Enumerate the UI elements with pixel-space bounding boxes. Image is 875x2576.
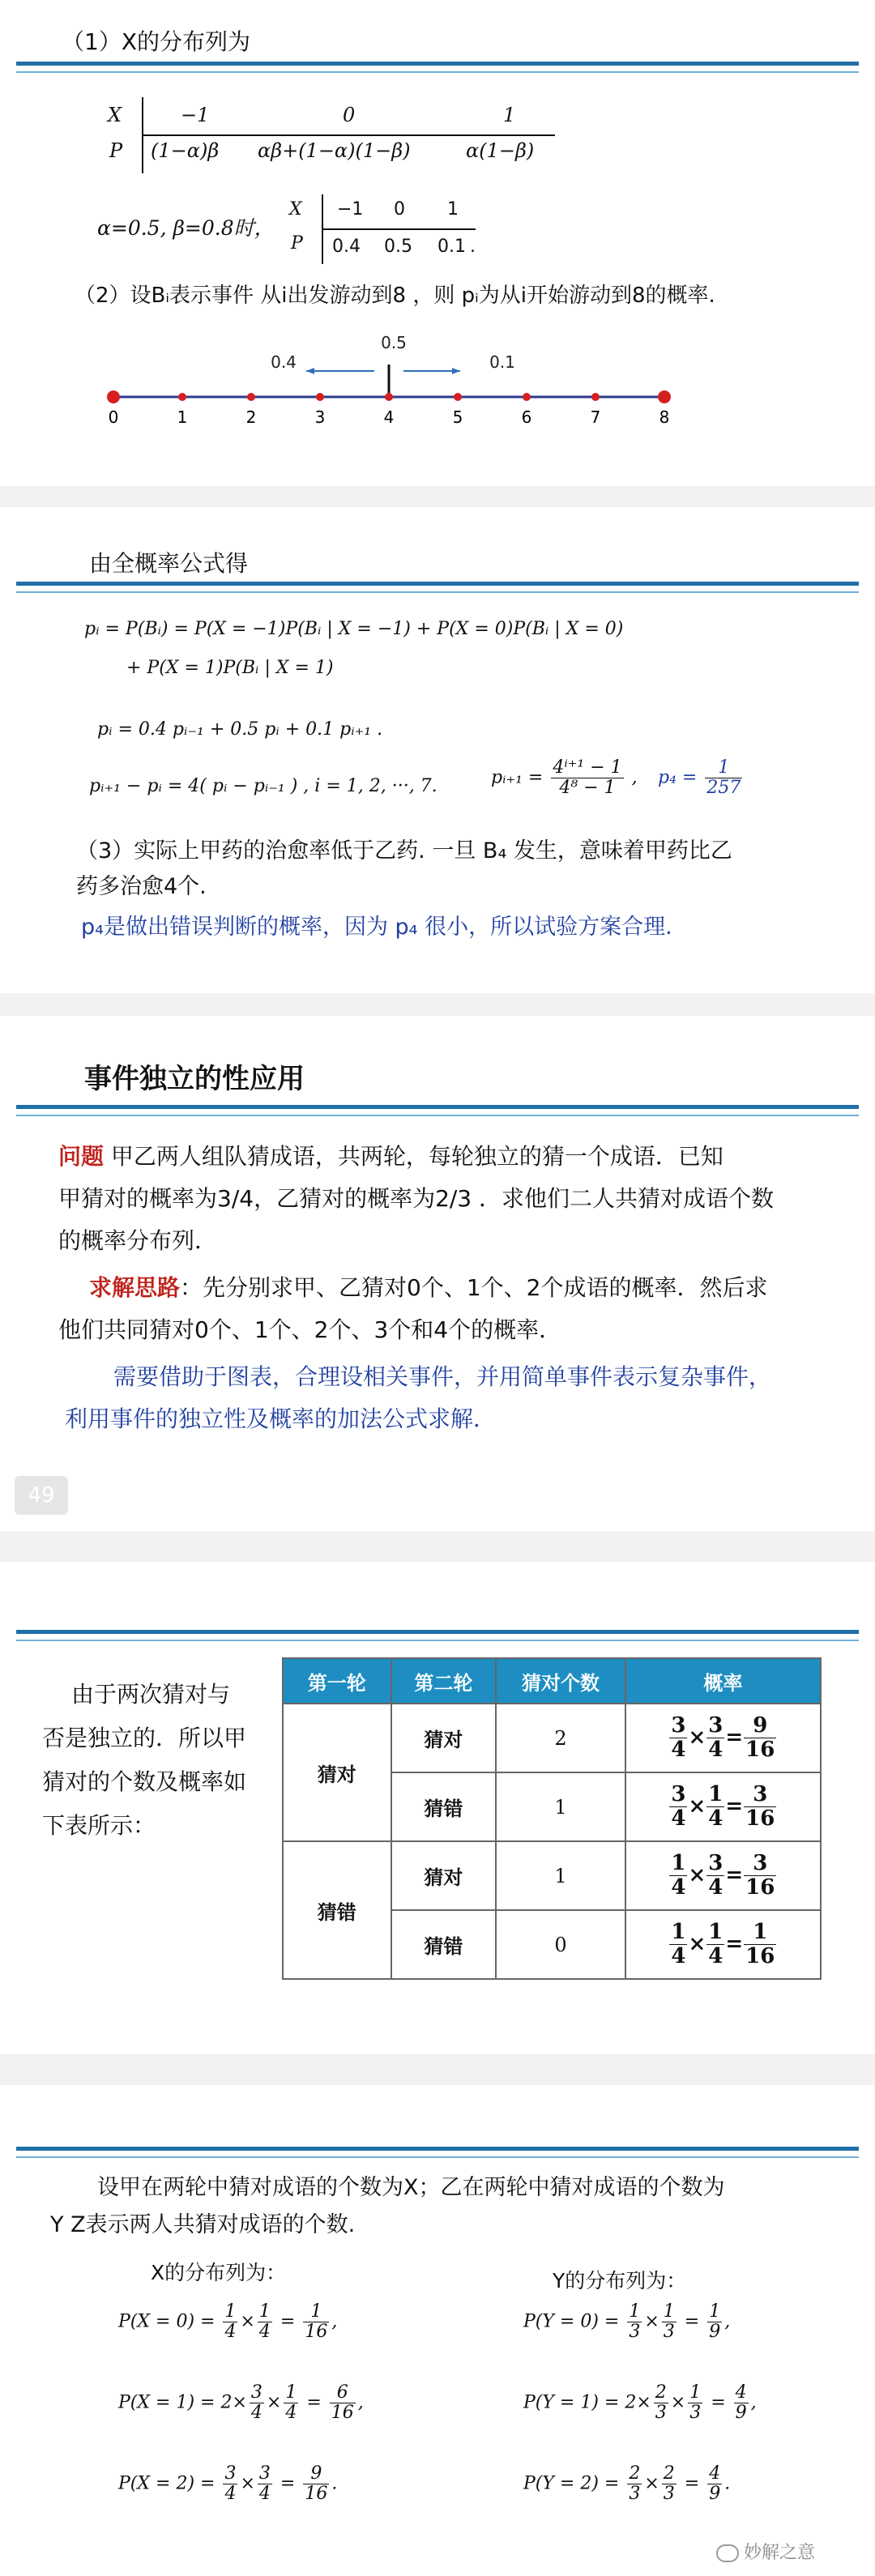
walk-node-label: 6 <box>521 407 532 427</box>
slide-table <box>0 1562 875 2054</box>
eq-recurrence: pᵢ = 0.4 pᵢ₋₁ + 0.5 pᵢ + 0.1 pᵢ₊₁ . <box>97 719 383 740</box>
prob-right: 0.1 <box>489 352 515 372</box>
idea-line1: 求解思路：先分别求甲、乙猜对0个、1个、2个成语的概率．然后求 <box>89 1274 768 1301</box>
wechat-icon <box>716 2544 739 2562</box>
lead-line2: 否是独立的．所以甲 <box>42 1725 247 1751</box>
slide-independence <box>0 1016 875 1531</box>
heading-distribution: （1）X的分布列为 <box>62 28 250 55</box>
lead-line3: 猜对的个数及概率如 <box>42 1768 247 1795</box>
eq-difference: pᵢ₊₁ − pᵢ = 4( pᵢ − pᵢ₋₁ ) , i = 1, 2, ···, 7. <box>89 776 438 796</box>
header-round2: 第二轮 <box>391 1658 497 1704</box>
lead-line4: 下表所示： <box>42 1812 156 1839</box>
page-number: 49 <box>15 1476 68 1515</box>
walk-node <box>591 393 600 401</box>
header-round1: 第一轮 <box>283 1658 391 1704</box>
table-row: 猜错 猜对 1 $\frac{1}{4}$ × $\frac{3}{4}$ = $\frac{3}{16}$ <box>283 1841 821 1910</box>
eq-total-prob-1: pᵢ = P(Bᵢ) = P(X = −1)P(Bᵢ | X = −1) + P(X = 0)P(Bᵢ | X = 0) <box>84 619 624 639</box>
prob-stay: 0.5 <box>381 333 407 352</box>
idea-label: 求解思路 <box>89 1274 181 1301</box>
x-distribution-heading: X的分布列为： <box>151 2261 287 2284</box>
walk-node <box>107 390 120 403</box>
walk-node <box>454 393 462 401</box>
problem-line2: 甲猜对的概率为3/4，乙猜对的概率为2/3 ．求他们二人共猜对成语个数 <box>58 1185 775 1212</box>
part2-statement: （2）设Bᵢ表示事件 从i出发游动到8 ，则 pᵢ为从i开始游动到8的概率. <box>75 284 715 308</box>
parameter-condition: α=0.5, β=0.8时， <box>97 216 275 240</box>
y-distribution-row: P(Y = 2) = $\frac{2}{3}$ × $\frac{2}{3}$ = $\frac{4}{9}$ . <box>523 2463 731 2505</box>
walk-node-label: 0 <box>108 407 119 427</box>
random-walk-diagram <box>0 332 875 446</box>
walk-node-label: 1 <box>177 407 188 427</box>
y-distribution-heading: Y的分布列为： <box>553 2269 687 2292</box>
section-title: 事件独立的性应用 <box>84 1063 305 1095</box>
prob-left: 0.4 <box>271 352 297 372</box>
walk-node <box>385 393 393 401</box>
header-count: 猜对个数 <box>496 1658 625 1704</box>
y-distribution-row: P(Y = 1) = 2× $\frac{2}{3}$ × $\frac{1}{3}$ = $\frac{4}{9}$ , <box>523 2382 757 2424</box>
slide-total-probability <box>0 507 875 993</box>
table-row: 猜错 1 $\frac{3}{4}$ × $\frac{1}{4}$ = $\frac{3}{16}$ <box>283 1772 821 1841</box>
lead-line1: 由于两次猜对与 <box>71 1681 231 1708</box>
intro-line1: 设甲在两轮中猜对成语的个数为X；乙在两轮中猜对成语的个数为 <box>97 2175 725 2200</box>
eq-p4: p₄ = $\frac{1}{257}$ <box>658 757 741 799</box>
conclusion: p₄是做出错误判断的概率，因为 p₄ 很小，所以试验方案合理. <box>81 915 672 940</box>
x-distribution-row: P(X = 2) = $\frac{3}{4}$ × $\frac{3}{4}$ = $\frac{9}{16}$ . <box>118 2463 338 2505</box>
part3-line1: （3）实际上甲药的治愈率低于乙药. 一旦 B₄ 发生，意味着甲药比乙 <box>76 838 732 864</box>
walk-node-label: 5 <box>452 407 463 427</box>
walk-node <box>523 393 531 401</box>
walk-node-label: 7 <box>590 407 601 427</box>
slide-xy-distributions <box>0 2085 875 2576</box>
jia-probability-table <box>282 1657 822 1980</box>
x-distribution-row: P(X = 0) = $\frac{1}{4}$ × $\frac{1}{4}$ = $\frac{1}{16}$ , <box>118 2301 338 2343</box>
slide-distribution: （1）X的分布列为 X P −1 0 1 (1−α)β αβ+(1−α)(1−β) α(1−β) α=0.5, β=0.8时， X P −1 0 1 0.4 0.5 0.1 . （2）设Bᵢ表示事件 从i出发游动到8 ，则 pᵢ为从i开始游动到8的概率. 0 1 2 3 4 5 6 7 8 0.4 0.5 0.1 <box>0 0 875 486</box>
walk-node <box>178 393 186 401</box>
idea-line2: 他们共同猜对0个、1个、2个、3个和4个的概率． <box>58 1316 562 1343</box>
x-distribution-row: P(X = 1) = 2× $\frac{3}{4}$ × $\frac{1}{4}$ = $\frac{6}{16}$ , <box>118 2382 364 2424</box>
walk-node-label: 2 <box>245 407 257 427</box>
watermark: 妙解之意 <box>716 2539 815 2564</box>
table-row: 猜对 猜对 2 $\frac{3}{4}$ × $\frac{3}{4}$ = $\frac{9}{16}$ <box>283 1704 821 1772</box>
y-distribution-row: P(Y = 0) = $\frac{1}{3}$ × $\frac{1}{3}$ = $\frac{1}{9}$ , <box>523 2301 731 2343</box>
intro-line2: Y Z表示两人共猜对成语的个数. <box>50 2212 356 2237</box>
eq-closed-form: pᵢ₊₁ = $\frac{\text{4ⁱ⁺¹ − 1}}{\text{4⁸ − 1}}$ , <box>491 757 638 799</box>
header-prob: 概率 <box>625 1658 821 1704</box>
problem-line1: 问题 甲乙两人组队猜成语，共两轮，每轮独立的猜一个成语．已知 <box>58 1143 723 1170</box>
problem-label: 问题 <box>58 1143 105 1170</box>
walk-node-label: 4 <box>383 407 395 427</box>
note-line1: 需要借助于图表，合理设相关事件，并用简单事件表示复杂事件， <box>113 1363 772 1390</box>
table-row: 猜错 0 $\frac{1}{4}$ × $\frac{1}{4}$ = $\frac{1}{16}$ <box>283 1910 821 1979</box>
walk-node <box>316 393 324 401</box>
note-line2: 利用事件的独立性及概率的加法公式求解． <box>65 1405 497 1432</box>
walk-node <box>658 390 671 403</box>
problem-line3: 的概率分布列． <box>58 1227 218 1254</box>
part3-line2: 药多治愈4个. <box>76 874 207 899</box>
walk-node <box>247 393 255 401</box>
eq-total-prob-2: + P(X = 1)P(Bᵢ | X = 1) <box>126 658 334 678</box>
walk-node-label: 3 <box>314 407 326 427</box>
heading-total-probability: 由全概率公式得 <box>89 550 249 577</box>
walk-node-label: 8 <box>659 407 670 427</box>
